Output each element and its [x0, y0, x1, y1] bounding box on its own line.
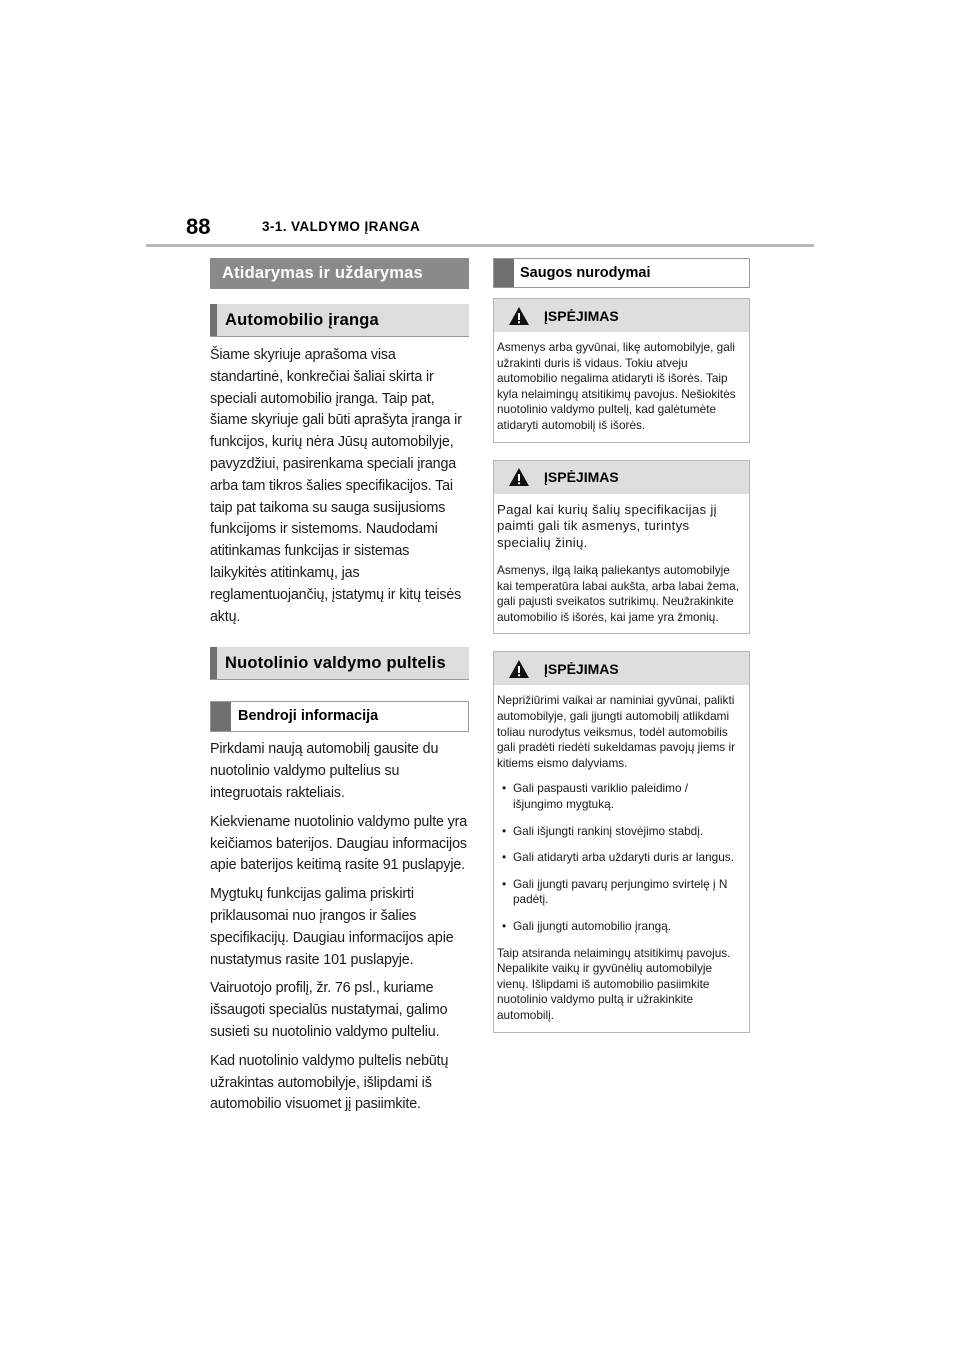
warning-body	[494, 332, 749, 442]
warning-subtitle: Pagal kai kurių šalių specifikacijas jį paimti gali tik asmenys, turintys specialių žinių.	[497, 501, 717, 550]
section-heading-remote: Nuotolinio valdymo pultelis	[210, 647, 469, 680]
warning-title: ĮSPĖJIMAS	[544, 307, 619, 324]
warning-text: Taip atsiranda nelaimingų atsitikimų pavojus. Nepalikite vaikų ir gyvūnėlių automobilyje vienų. Išlipdami iš automobilio pasiimkite nuotolinio valdymo pultą ir užrakinkite automobilį.	[497, 945, 731, 1022]
subsection-heading-general: Bendroji informacija	[210, 701, 469, 732]
warning-triangle-icon	[508, 467, 530, 487]
paragraph: Vairuotojo profilį, žr. 76 psl., kuriame išsaugoti specialūs nustatymai, galimo susieti su nuotolinio valdymo pulteliu.	[210, 980, 448, 1040]
page-number: 88	[186, 214, 211, 239]
paragraph-list	[210, 739, 469, 1116]
left-column	[210, 258, 469, 1116]
header-divider	[146, 244, 814, 247]
list-item: • Gali išjungti rankinį stovėjimo stabdį.	[497, 824, 739, 840]
warning-text: Asmenys, ilgą laiką paliekantys automobilyje kai temperatūra labai aukšta, arba labai žema, gali pajusti sveikatos sutrikimų. Neužrakinkite automobilio iš išorės, kai jame yra žmonių.	[497, 563, 739, 624]
list-item: • Gali atidaryti arba uždaryti duris ar langus.	[497, 850, 739, 866]
warning-box	[493, 298, 750, 443]
right-column	[493, 258, 750, 1033]
warning-text: Asmenys arba gyvūnai, likę automobilyje, gali užrakinti duris iš vidaus. Tokiu atveju automobilio negalima atidaryti iš išorės. Taip kyla nelaimingų atsitikimų pavojus. Nešiokitės nuotolinio valdymo pultelį, kad galėtumėte atidaryti automobilį iš išorės.	[497, 340, 736, 432]
warning-title: ĮSPĖJIMAS	[544, 660, 619, 677]
list-item: • Gali paspausti variklio paleidimo / išjungimo mygtuką.	[497, 781, 739, 812]
list-item: • Gali įjungti automobilio įrangą.	[497, 919, 739, 935]
paragraph: Kad nuotolinio valdymo pultelis nebūtų užrakintas automobilyje, išlipdami iš automobilio visuomet jį pasiimkite.	[210, 1052, 449, 1113]
paragraph: Pirkdami naują automobilį gausite du nuotolinio valdymo pultelius su integruotais rakteliais.	[210, 741, 439, 801]
section-title: 3-1. VALDYMO ĮRANGA	[262, 219, 421, 234]
warning-triangle-icon	[508, 306, 530, 326]
warning-body	[494, 494, 749, 634]
warning-box	[493, 460, 750, 635]
warning-triangle-icon	[508, 659, 530, 679]
warning-header	[494, 461, 749, 494]
paragraph-equipment: Šiame skyriuje aprašoma visa standartinė, konkrečiai šaliai skirta ir speciali automobilio įranga. Taip pat, šiame skyriuje gali būti aprašyta įranga ir funkcijos, kurių nėra Jūsų automobilyje, pavyzdžiui, pasirenkama speciali įranga arba tam tikros šalies specifikacijos. Tai taip pat taikoma su sauga susijusioms funkcijoms ir sistemoms. Naudodami atitinkamas funkcijas ir sistemas laikykitės atitinkamų, jas reglamentuojančių, įstatymų ir kitų teisės aktų.	[210, 347, 462, 625]
safety-heading: Saugos nurodymai	[493, 258, 750, 288]
warning-title: ĮSPĖJIMAS	[544, 469, 619, 486]
warning-header	[494, 652, 749, 685]
paragraph: Kiekviename nuotolinio valdymo pulte yra keičiamos baterijos. Daugiau informacijos apie baterijos keitimą rasite 91 puslapyje.	[210, 813, 468, 874]
main-heading: Atidarymas ir uždarymas	[210, 258, 469, 289]
warning-body	[494, 685, 749, 1031]
warning-box	[493, 651, 750, 1032]
warning-text: Neprižiūrimi vaikai ar naminiai gyvūnai, palikti automobilyje, gali įjungti automobilį atlikdami toliau nurodytus veiksmus, todėl automobilis gali pradėti riedėti sukeldamas pavojų jiems ir kitiems eismo dalyviams.	[497, 693, 736, 770]
bullet-list	[497, 781, 739, 934]
paragraph: Mygtukų funkcijas galima priskirti priklausomai nuo įrangos ir šalies specifikacijų. Daugiau informacijos apie nustatymus rasite 101 puslapyje.	[210, 886, 454, 968]
list-item: • Gali įjungti pavarų perjungimo svirtelę į N padėtį.	[497, 877, 739, 908]
warning-header	[494, 299, 749, 332]
section-heading-equipment: Automobilio įranga	[210, 304, 469, 337]
